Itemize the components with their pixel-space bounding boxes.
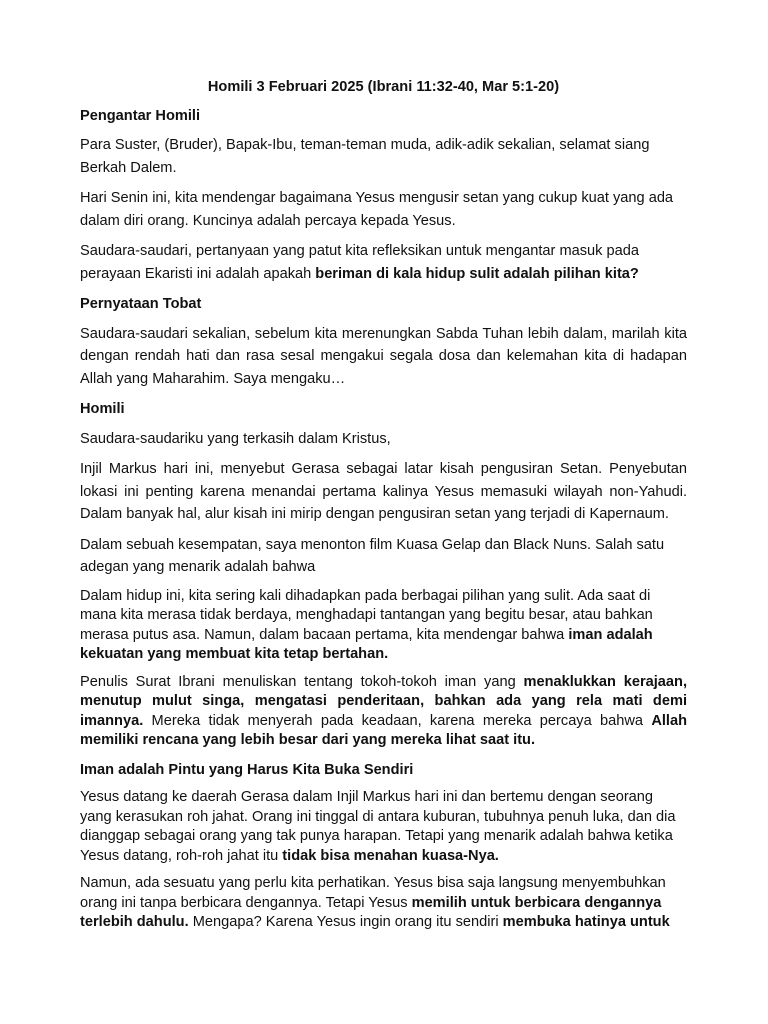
- ibrani-text-2: Mereka tidak menyerah pada keadaan, karena mereka percaya bahwa: [143, 712, 652, 729]
- yesus-speaks-emphasis-1: memilih untuk berbicara dengannya terlebih dahulu.: [80, 894, 662, 930]
- yesus-speaks-text-2: Mengapa? Karena Yesus ingin orang itu sendiri: [188, 914, 503, 930]
- paragraph-greeting: Para Suster, (Bruder), Bapak-Ibu, teman-teman muda, adik-adik sekalian, selamat siang Berkah Dalem.: [80, 137, 650, 176]
- reflection-text: Saudara-saudari, pertanyaan yang patut kita refleksikan untuk mengantar masuk pada perayaan Ekaristi ini adalah apakah: [80, 243, 639, 282]
- paragraph-gerasa-story: [80, 788, 687, 866]
- section-heading-iman: Iman adalah Pintu yang Harus Kita Buka Sendiri: [80, 761, 414, 778]
- paragraph-film: Dalam sebuah kesempatan, saya menonton film Kuasa Gelap dan Black Nuns. Salah satu adegan yang menarik adalah bahwa: [80, 536, 665, 575]
- paragraph-ibrani: [80, 673, 687, 751]
- paragraph-tobat: Saudara-saudari sekalian, sebelum kita merenungkan Sabda Tuhan lebih dalam, marilah kita dengan rendah hati dan rasa sesal mengakui segala dosa dan kelemahan kita di hadapan Allah yang Maharahim. Saya mengaku…: [80, 325, 687, 387]
- paragraph-gerasa: Injil Markus hari ini, menyebut Gerasa sebagai latar kisah pengusiran Setan. Penyebutan lokasi ini penting karena menandai pertama kalinya Yesus memasuki wilayah non-Yahudi. Dalam banyak hal, alur kisah ini mirip dengan pengusiran setan yang terjadi di Kapernaum.: [80, 461, 687, 522]
- paragraph-reflection-question: [80, 240, 687, 285]
- page-title: Homili 3 Februari 2025 (Ibrani 11:32-40, Mar 5:1-20): [207, 79, 560, 95]
- paragraph-choices: [80, 587, 687, 665]
- ibrani-emphasis-2: Allah memiliki rencana yang lebih besar dari yang mereka lihat saat itu.: [80, 712, 687, 748]
- ibrani-emphasis-1: menaklukkan kerajaan, menutup mulut singa, mengatasi penderitaan, bahkan ada yang rela mati demi imannya.: [80, 673, 688, 729]
- paragraph-intro: Hari Senin ini, kita mendengar bagaimana Yesus mengusir setan yang cukup kuat yang ada dalam diri orang. Kuncinya adalah percaya kepada Yesus.: [80, 190, 674, 229]
- gerasa-story-emphasis: tidak bisa menahan kuasa-Nya.: [282, 847, 499, 864]
- yesus-speaks-emphasis-2: membuka hatinya untuk: [502, 914, 670, 930]
- section-heading-pengantar: Pengantar Homili: [80, 107, 201, 124]
- choices-emphasis: iman adalah kekuatan yang membuat kita tetap bertahan.: [80, 626, 653, 662]
- document-page: [80, 76, 687, 941]
- ibrani-text-1: Penulis Surat Ibrani menuliskan tentang tokoh-tokoh iman yang: [80, 673, 524, 690]
- section-heading-homili: Homili: [80, 401, 125, 417]
- paragraph-salutation: Saudara-saudariku yang terkasih dalam Kristus,: [80, 430, 391, 447]
- paragraph-yesus-speaks: [80, 874, 687, 933]
- choices-text: Dalam hidup ini, kita sering kali dihadapkan pada berbagai pilihan yang sulit. Ada saat di mana kita merasa tidak berdaya, menghadapi tantangan yang begitu besar, atau bahkan merasa putus asa. Namun, dalam bacaan pertama, kita mendengar bahwa: [80, 587, 653, 643]
- reflection-emphasis: beriman di kala hidup sulit adalah pilihan kita?: [315, 265, 639, 282]
- section-heading-tobat: Pernyataan Tobat: [80, 296, 202, 312]
- gerasa-story-text: Yesus datang ke daerah Gerasa dalam Injil Markus hari ini dan bertemu dengan seorang yang kerasukan roh jahat. Orang ini tinggal di antara kuburan, tubuhnya penuh luka, dan dia dianggap sebagai orang yang tak punya harapan. Tetapi yang menarik adalah bahwa ketika Yesus datang, roh-roh jahat itu: [80, 789, 676, 864]
- yesus-speaks-text-1: Namun, ada sesuatu yang perlu kita perhatikan. Yesus bisa saja langsung menyembuhkan orang ini tanpa berbicara dengannya. Tetapi Yesus: [80, 875, 666, 911]
